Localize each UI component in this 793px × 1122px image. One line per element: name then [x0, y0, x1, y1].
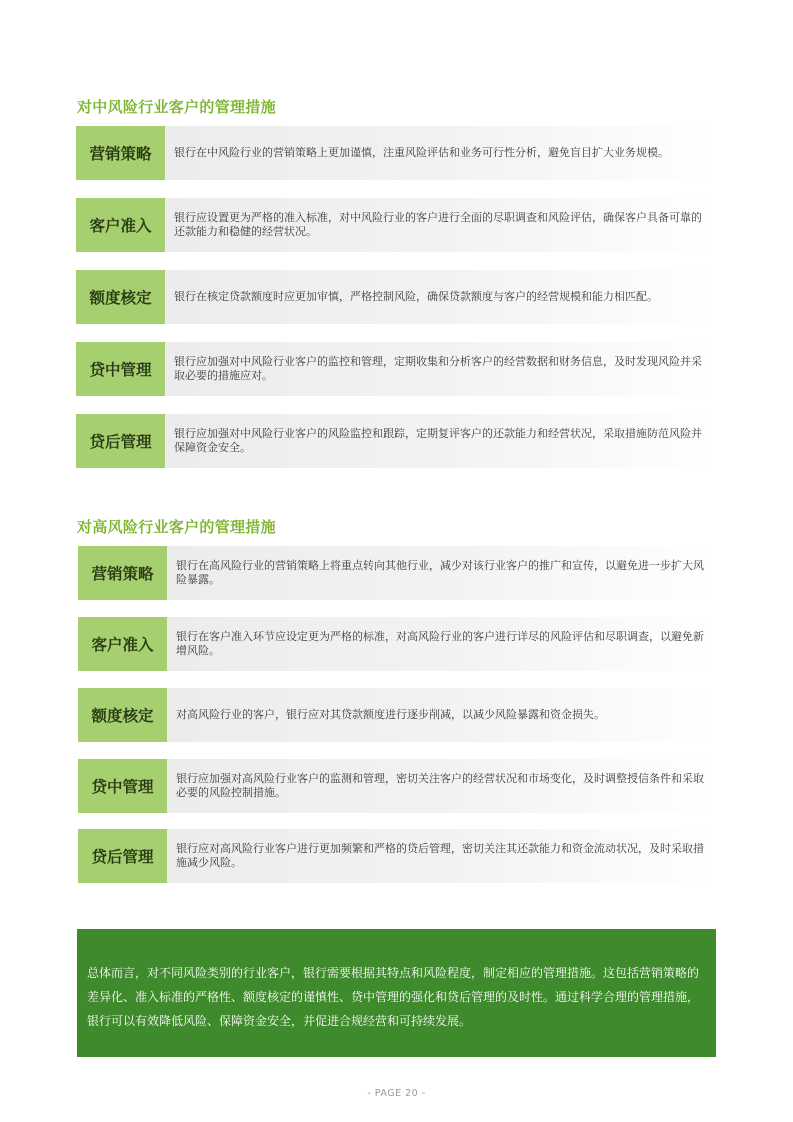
measure-label: 额度核定 — [76, 270, 165, 324]
measure-row — [78, 829, 716, 883]
measure-row — [78, 546, 716, 600]
measure-label: 贷后管理 — [78, 829, 167, 883]
measure-text: 银行在高风险行业的营销策略上将重点转向其他行业，减少对该行业客户的推广和宣传，以避免进一步扩大风险暴露。 — [167, 546, 716, 600]
measure-text: 对高风险行业的客户，银行应对其贷款额度进行逐步削减，以减少风险暴露和资金损失。 — [167, 688, 716, 742]
measure-text: 银行应对高风险行业客户进行更加频繁和严格的贷后管理，密切关注其还款能力和资金流动状况，及时采取措施减少风险。 — [167, 829, 716, 883]
measure-row — [76, 270, 716, 324]
measure-text: 银行在中风险行业的营销策略上更加谨慎，注重风险评估和业务可行性分析，避免盲目扩大业务规模。 — [165, 126, 716, 180]
measure-row — [76, 198, 716, 252]
measure-label: 贷中管理 — [76, 342, 165, 396]
measure-row — [78, 617, 716, 671]
section-title-high-risk: 对高风险行业客户的管理措施 — [77, 518, 276, 536]
measure-text: 银行应加强对中风险行业客户的风险监控和跟踪，定期复评客户的还款能力和经营状况，采取措施防范风险并保障资金安全。 — [165, 414, 716, 468]
measure-text: 银行应设置更为严格的准入标准，对中风险行业的客户进行全面的尽职调查和风险评估，确保客户具备可靠的还款能力和稳健的经营状况。 — [165, 198, 716, 252]
page-number: - PAGE 20 - — [367, 1088, 426, 1099]
section-title-medium-risk: 对中风险行业客户的管理措施 — [77, 98, 276, 116]
measure-row — [76, 126, 716, 180]
measure-text: 银行在客户准入环节应设定更为严格的标准，对高风险行业的客户进行详尽的风险评估和尽职调查，以避免新增风险。 — [167, 617, 716, 671]
measure-row — [78, 688, 716, 742]
measure-text: 银行应加强对中风险行业客户的监控和管理，定期收集和分析客户的经营数据和财务信息，及时发现风险并采取必要的措施应对。 — [165, 342, 716, 396]
measure-label: 贷中管理 — [78, 759, 167, 813]
measure-row — [76, 342, 716, 396]
measure-label: 营销策略 — [76, 126, 165, 180]
measure-row — [78, 759, 716, 813]
measure-label: 营销策略 — [78, 546, 167, 600]
measure-text: 银行应加强对高风险行业客户的监测和管理，密切关注客户的经营状况和市场变化，及时调整授信条件和采取必要的风险控制措施。 — [167, 759, 716, 813]
measure-label: 客户准入 — [78, 617, 167, 671]
measure-label: 贷后管理 — [76, 414, 165, 468]
measure-label: 客户准入 — [76, 198, 165, 252]
measure-label: 额度核定 — [78, 688, 167, 742]
measure-text: 银行在核定贷款额度时应更加审慎，严格控制风险，确保贷款额度与客户的经营规模和能力相匹配。 — [165, 270, 716, 324]
summary-box: 总体而言，对不同风险类别的行业客户，银行需要根据其特点和风险程度，制定相应的管理措施。这包括营销策略的差异化、准入标准的严格性、额度核定的谨慎性、贷中管理的强化和贷后管理的及时性。通过科学合理的管理措施，银行可以有效降低风险、保障资金安全，并促进合规经营和可持续发展。 — [77, 929, 716, 1057]
measure-row — [76, 414, 716, 468]
